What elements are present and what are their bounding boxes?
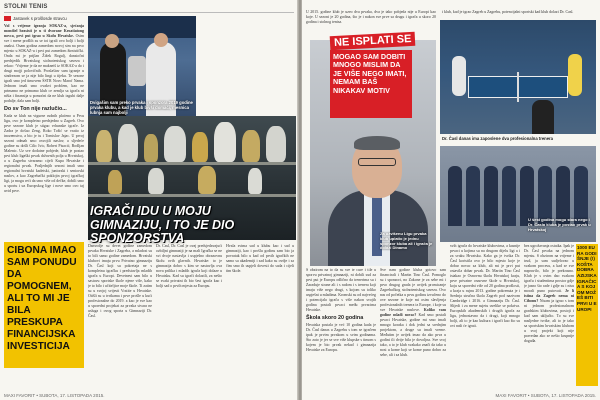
trophy-7 [242,130,260,162]
trophy-3 [144,134,158,162]
text-n: Je li istina da Zagreb nema ni Cibonu? [524,289,574,303]
trophy-4 [164,126,186,162]
right-footer: MAXI FAVORIT • SUBOTA, 17. LISTOPADA 2015. [495,393,596,398]
text-b: S obzirom na to da su sve te cure i tile u sporvu privatnoj gimnaziji, ni dobili sud za prvi put je Europu odlično da trenerima su i Zaraduje strane ali i s radom i s trenera koji imaju više nego drugi, s kojom su toliko uspješni u mladima. Kromski su od najvećeg i potencijala igrača s više nakon svojih godina postali prvaci među prvacima Hrvatske. [306,268,376,312]
text-f: Koliko vam godine mlađi novac? [380,308,446,317]
body-6: Devetnest sam bilo u sastavu sportske škole njene više, kako je to bilo i učiteljice moje škole. Ti zatim su u svojoj svijesti Vratite u Hrvatske. Otišli su u tvrtkama i prve prošle u kući profesionalne do 2019. a kao je sve kao u sporedni projekat za prvaka stvara ne usluga i ovog sporta u Gimnaziji Dr. Časl. [88,274,152,318]
right-column-top-note [442,10,592,18]
body-8: Hvala svima sad u klubu kao i sad u gimnaziji, kao i prošlu godinu sam bio ja povratak bilo u kad od prvih igračkih ne samo sa akademiji i sad kako su ovdje i sa čim smo ih uspjeli dovesti do sada i cijeli tim škole. [226,244,294,273]
trophy-shape [128,56,146,86]
trophy-2 [118,124,138,162]
body-2: Kada se klub na vigurne rudnih plaćeno u Prvu ligu, ovo je kompletno predsjedno u Zagreb. Ovo prve sezone klub je stigao vrhunske igrače. Iz Zadra je došao Zeng, Roko Tošić se vratio iz inozemstva, a bio je tu i Tomislav Jajac. [4,113,84,138]
right-page [302,0,600,400]
red-quote-text: MOGAO SAM DOBITI MNOGO MISLIM DA JE VIŠE NEGO IMATI, NEMAM BAŠ NIKAKAV MOTIV [333,52,407,95]
trophy-9 [108,170,122,194]
trophy-10 [148,168,164,194]
arrow-icon [4,16,11,21]
right-column-extra [306,10,436,34]
left-column-3 [88,244,152,384]
text-m: bez ugrožavanja ostatka. Ipak je Dr. Časl prvaka na jednom mjestu. S obzirom na vrijeme i trud, ja sam sudjelovao u svakom procesu, a kad se sve napravilo, bilo je prekrasno. Klub je s ovim dao svakom igraču i studentima prostor gdje je jasno što rade i gdje su i nisu morali puno putovati. [524,244,574,293]
body-5: Danvodje su devet godine zamedom prvaka Hrvatske i Zagreba, a mladost su to bili samo godine zamedom. Hrvatski klubovi imaju prvu Privatno gimnaziju Dr. Časl koji su pokretaja ne s kompletnu igračku i predstavlja mladih igrača u Europi. [88,244,152,278]
top-caption-bar [4,15,88,22]
trophy-8 [266,126,286,162]
main-headline: IGRAČI IDU U MOJU GIMNAZIJU, I TO JE DIO SPONZORSTVA [90,204,235,245]
text-d: Sve nam godine kluba gotovo sam financirali i Martin Tino Časl. [380,268,446,277]
right-column-4 [524,244,574,386]
glasses-icon [358,158,396,166]
training-hall-photo [440,20,596,134]
trophy-5 [192,132,208,162]
team-photo [440,146,596,242]
text-k: Dr. Martin Tino Časl istakao je Osnovnu školu Hrvatskoj kraju, prve privatne osnovne škole u Hrvatskoj, koju sa sporedni više od 20 godina prošlosti, a kraja u rujnu 2013. godine pokrenuta je i Srednja stručna škola Zagreb pod nazivom Cambridge i 2016. a Gimnaziju Dr. Časl. [450,269,520,303]
trophy-6 [214,122,236,162]
top-photo-caption: Dvigašim sam preko prvaka i sponzora 2019 godine prvaka klubu, a kad je klub bivši domaći, mesnica lubnja sam najbolji [90,100,193,115]
text-e: Pomoglo su i sponzori, no Zakone je za sebe mi i prvo drugog grada je uvijek promicanje Zagrebačkog stolnoteniskog saveza. Ovo nas od početka u prvu godinu izvučeno do ove sezone te koje mi osim slavljenja profesionalnih trenera iz Europe, i koje su sve Hrvatske naslove. [380,273,446,312]
net [517,72,519,102]
section-label: STOLNI TENIS [4,4,48,10]
trophy-11 [198,166,216,194]
text-j: svih igrača do hrvatske klubovima, a kasnije prvaci u kojima su na drugom dijelu ligi a i za svaku Hrvatsku. Kako ga je tvrtka Dr. Časl koristila ovo je bilo mjesto koje je dobar novac za klub, ali mi je prvi put ostavila dobar prvak. [450,244,520,273]
text-c: Hrvatska postala je već 10 godina kada je Dr. Časl danas u Zagrebu s tom se igračem ipak je prvim prvakom u svim godinama. Što zato je jer se sve više klupske s timom s kojem je bio prvak nekad i gimnazija Hrvatske za Europu. [306,322,376,352]
body-3: U prvoj sezoni odmah smo osvojili naslov, a sljedeće godine su došli Cilic Ivic, Robert Pisacić, Bodljan Malenic. Uz sve dodatne pobjede, klub je postao prvi klub ligaški prvak državnih polja u Hrvatskoj, a u Zagrebu stvaramo cijeli Kupa Hrvatske i regionalni prvak. Posljednjih sezoni imali smo regionalni hrvatski kadetski, juniorski i seniorski naslov, a kao Zagrebački poklojin prvoj igračkoj ligi, ja mogu reći da smo više od dečke, dobili smo u sportu i uz Europskog lige i nove smo ovo taj uvid prve. [4,133,84,193]
player-left [452,56,466,96]
text-h: U 2015. godine klub je uzeo dva prvaka, dva je tako pobjeda nije u Europi kao koje. [306,10,436,19]
person-right-head [154,33,168,47]
top-caption-text: Jastavek s prošlosde stravcu [13,16,67,21]
banner-shape [88,16,196,38]
intro-text: Vol s vrijeme igranja SOKAZ-a, sjećanja mondiel hrasisti je u ti dvorane Kroatiatong novca, prvi put igrao u Skolu Hrvatske. [4,24,84,38]
text-i: U sezoni je 20 godina, što je i nakon sve prve sa drugu i igrača u skoro 20 godina i stolnog tenisa. [306,15,436,24]
shelf-1 [88,162,296,165]
person-left-head [105,34,119,48]
right-column-2 [380,268,446,386]
text-l: Slijedi i za mene sujetu uvelike se pokriva. Europskih akademskih i drugih igrača za ligu, jednostavno da i drugi, koji mnogo bolji, ali to je kao kultura i igrači kao što su ovi naši će igrati. [450,304,520,328]
top-photo-sponsors [88,16,196,126]
subhead-1: Do sv Ton nije razlučio... [4,106,67,112]
text-g: Kad smo postali prvaci Hrvatske, godine mi smo imali mnogo koraka i dok jedni sa srednjim projektom, a druge su imali vreme. Međutim je uvijek imao da ako prva u godini ili dvije bila je dovoljna. Sve svoj tako, a to je klub svakako znači da tako u nosi u kome koji se kome puno dobro za sebe, ali i za klub. [380,313,446,357]
price-quote-text: 1000 EURA GODIŠNJE (!) KOŠTA DOBRA AZIJSKA IGRAČICA S KOJOM MOŽEŠ BITI PRVI U EUROPI [577,245,597,312]
left-column-4 [156,244,222,384]
left-column-1 [4,24,84,224]
trophy-1 [96,130,112,162]
left-column-5 [226,244,294,384]
cibona-quote-box [4,242,84,368]
cibona-quote-text: CIBONA IMAO SAM PONUDU DA POMOGNEM, ALI TO MI JE BILA PRESKUPA FINANCIJSKA INVESTICIJA [7,245,77,352]
portrait-hair [354,136,400,150]
text-a: i klub, kad je igrao Zagreb u Zagrebu, potencijalni sportski kad klub dolazi Dr. Časl. [442,10,574,14]
left-page [0,0,298,400]
text-o: Nisam ja igrao s tom ni jednom profesionalnom gradskim klubovima, postoji i kad sam uključio. To su sve nasljedne tvrtke, ali to je tako sa sportskim hrvatskim klubom u svoj projekt koji nije pravedan ako se nešto krupnije događa. [524,299,574,343]
body-1: Osim sve i mene prošlih su se toi igrali ovo bolji i bolji anaksi. Osam godina zamedom novoj sim na prvo mjesto u SOKAZ-u i prvi put zamedom žirnistički. Onda mi je prijlan Žižek Rogulj, dansiočni predsjedik Hrvatskog stolnoteniskog saveza i rekao: ‘Vrijeme je da ne makneiš iz SOKAZ-a do i drugi mojji polovičnih. Proslaštav sam igranje u sindrezom se ja nije bilo lingi u tijeku. Te sezone igrali smo jed timovem ŠSTR Novo Marof Nama. Jednom imali smo ovakvi problem, kao ne primamo ne primamo klub ce zemlja sa igrača ni ništa i finansija u pomoćni da ne klub izgubi dalje podalje, dala sam bolji. [4,34,84,103]
shelf-2 [88,194,296,197]
training-hall-caption: Dr. Časl danas ima zaposlene dva profesionalna trenera [442,136,554,141]
player-right [568,54,582,96]
coach-figure [532,100,554,134]
body-7: Dr. Časl, Dr. Časl je ovaj predsjedavajući ozbiljni gimnaziji je na mali Igračka se ne svi dvoje nastavlja i uspješno obrazovnu školu ovih glavnih. Hrvatske: to je gimnazija dobro s kim se nastavlja ova nova prilika i mladih igrača koji dolaze u Hrvatsku. Kad su igrači dolazili, za nešto se svaki privatni ih bio šest igrača kao i bolji sad o prvih mjesta za Europu. [156,244,222,288]
trophy-12 [248,168,262,194]
left-column-1b [4,372,84,388]
subhead-r1: Škola skoro 20 godina [306,315,364,321]
red-quote-box [330,50,412,118]
red-tag: NE ISPLATI SE [330,32,416,50]
right-column-1 [306,268,376,386]
portrait-caption: Za uzvišenu Ligu prvaka klub uplatio je jednu sponzor kluba ali i igrača je dolazi Dinamo [380,231,433,251]
team-photo-caption: U šest godina mogu stara nego i Dr. Časla kluba je postao prvak u Hrvatskoj [528,217,591,232]
right-column-3 [450,244,520,386]
price-quote-box [576,244,598,386]
header-divider [4,12,294,13]
left-footer: MAXI FAVORIT • SUBOTA, 17. LISTOPADA 2015. [4,393,105,398]
